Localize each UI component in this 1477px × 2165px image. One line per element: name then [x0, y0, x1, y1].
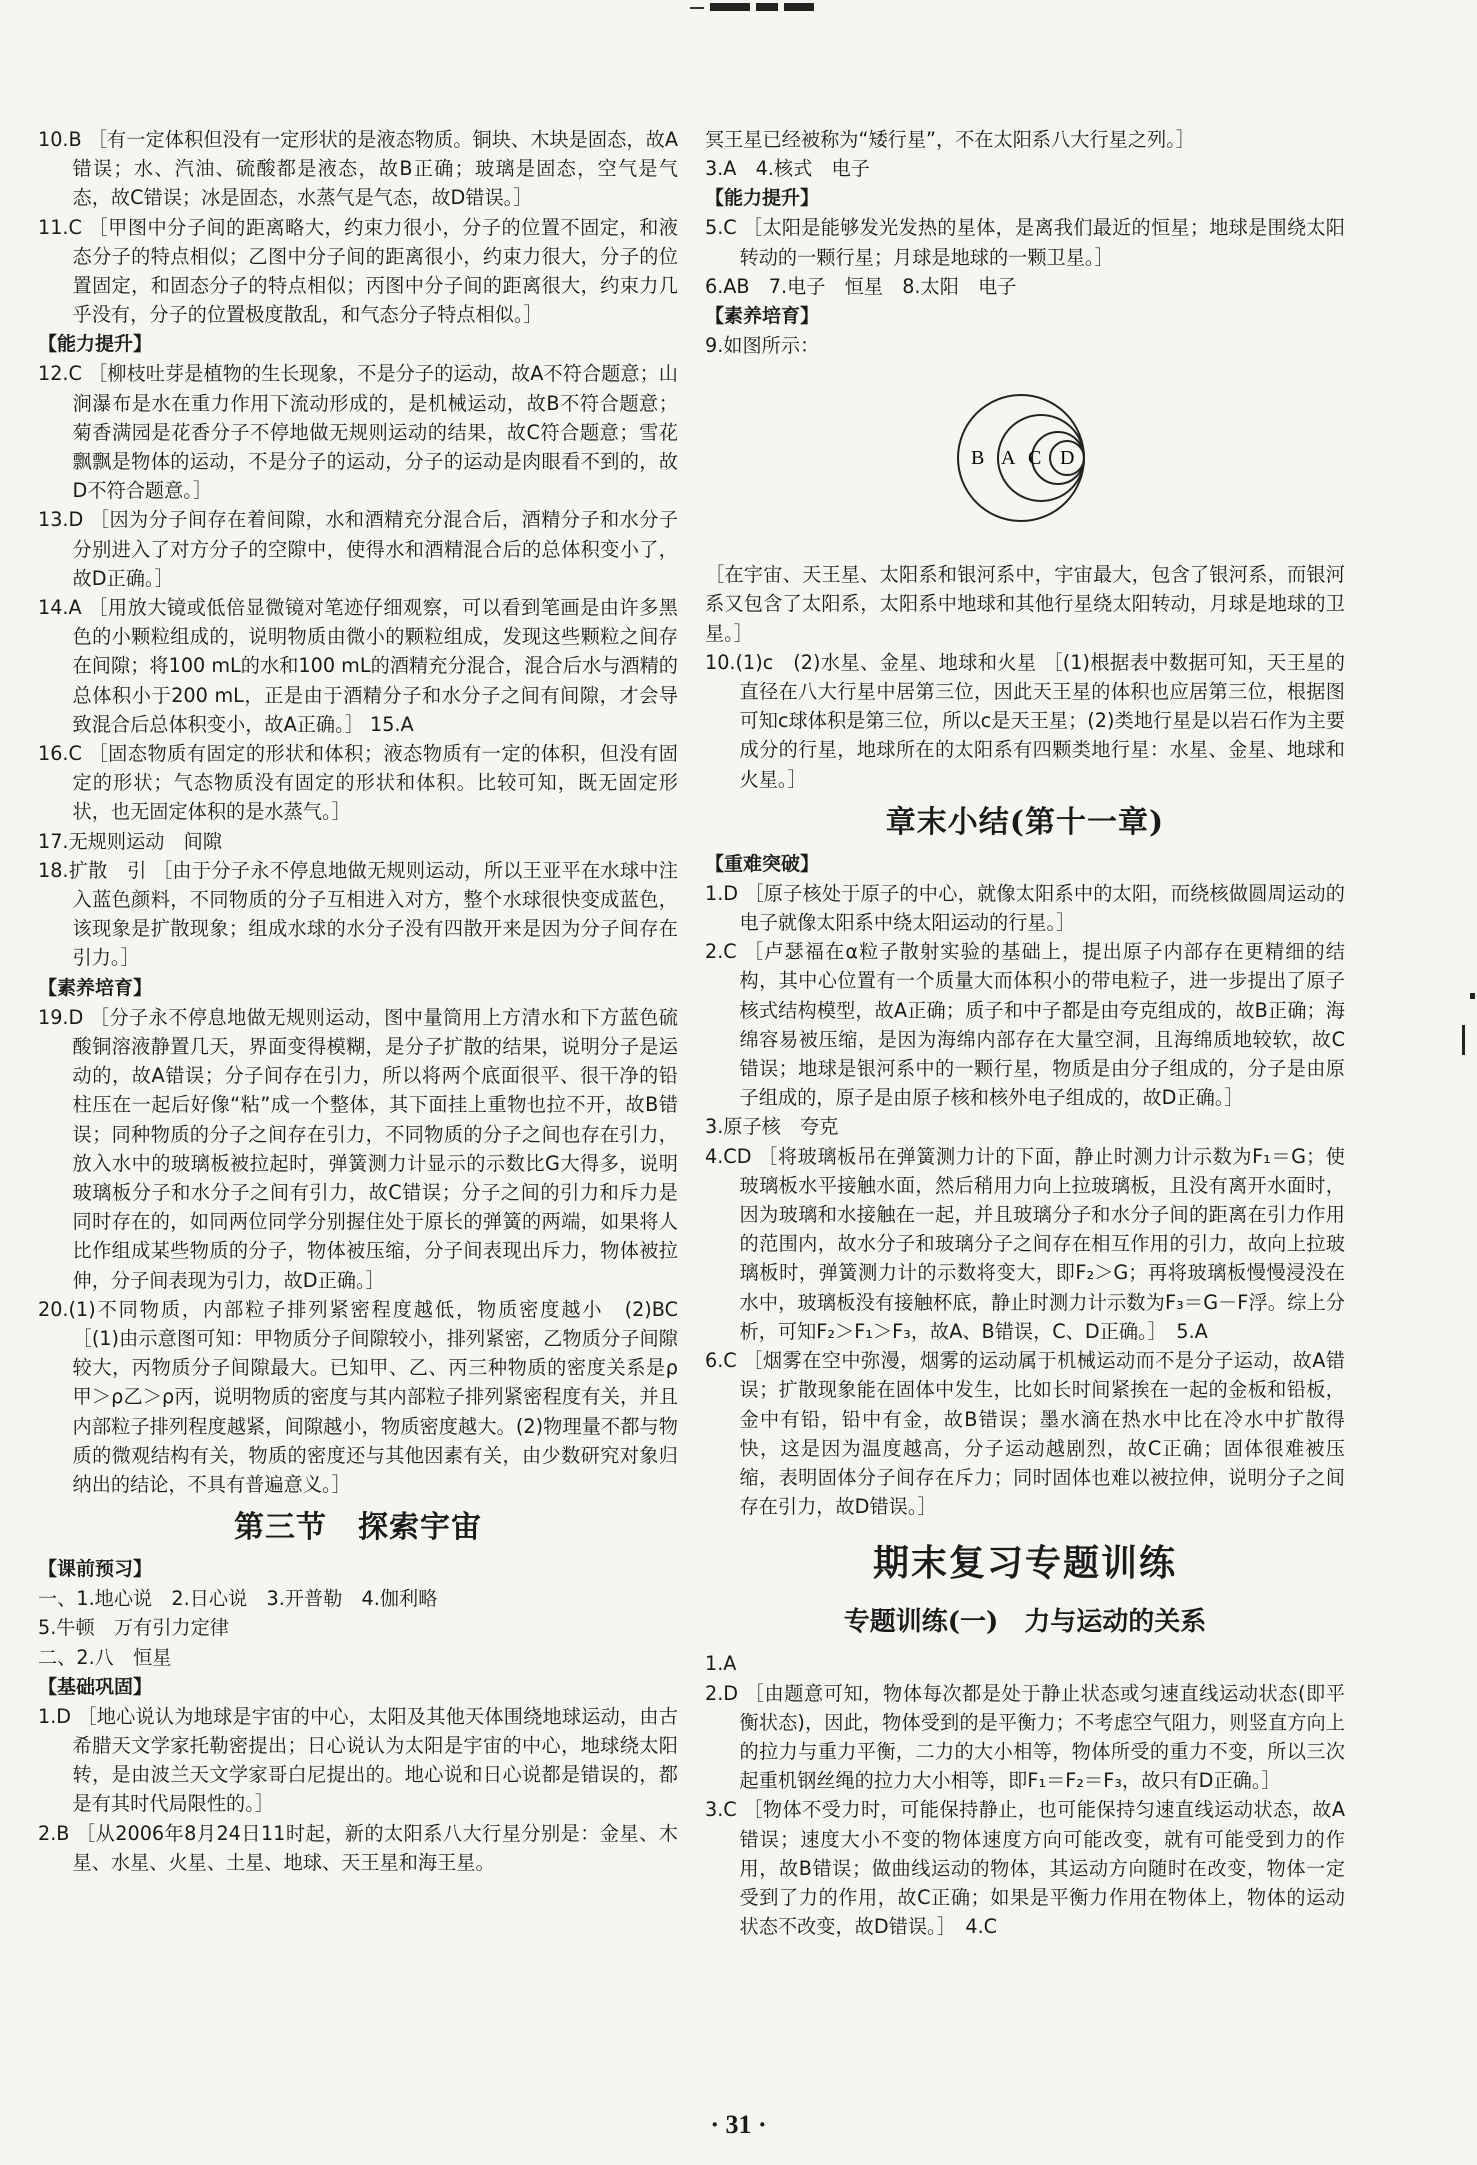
header-scan-mark: [690, 0, 860, 12]
answer-entry: 13.D ［因为分子间存在着间隙，水和酒精充分混合后，酒精分子和水分子分别进入了对方分子的空隙中，使得水和酒精混合后的总体积变小了，故D正确。］: [38, 508, 678, 590]
section-tag: 【素养培育】: [38, 976, 153, 999]
answer-entry: 1.A: [705, 1652, 737, 1676]
answer-entry: 14.A ［用放大镜或低倍显微镜对笔迹仔细观察，可以看到笔画是由许多黑色的小颗粒组成的，说明物质由微小的颗粒组成，发现这些颗粒之间存在间隙；将100 mL的水和100 mL的酒精充分混合，混合后水与酒精的总体积小于200 mL，正是由于酒精分子和水分子之间有间隙，才会导致混合后总体积变小，故A正确。］ 15.A: [38, 596, 678, 736]
answer-entry: 5.C ［太阳是能够发光发热的星体，是离我们最近的恒星；地球是围绕太阳转动的一颗行星；月球是地球的一颗卫星。］: [705, 216, 1345, 269]
answer-entry: 5.牛顿 万有引力定律: [38, 1616, 229, 1640]
answer-entry: 一、1.地心说 2.日心说 3.开普勒 4.伽利略: [38, 1587, 438, 1611]
answer-entry: 1.D ［原子核处于原子的中心，就像太阳系中的太阳，而绕核做圆周运动的电子就像太阳系中绕太阳运动的行星。］: [705, 881, 1345, 935]
section-tag: 【重难突破】: [705, 852, 820, 875]
figure-label-b: B: [971, 447, 985, 470]
answer-entry: 冥王星已经被称为“矮行星”，不在太阳系八大行星之列。］: [705, 128, 1195, 151]
figure-label-c: C: [1028, 447, 1042, 470]
section-tag: 【能力提升】: [38, 333, 153, 356]
chapter-title: 期末复习专题训练: [872, 1542, 1177, 1585]
edge-mark: [1462, 1025, 1465, 1055]
answer-entry: 二、2.八 恒星: [38, 1645, 172, 1669]
answer-entry: 10.B ［有一定体积但没有一定形状的是液态物质。铜块、木块是固态，故A错误；水、汽油、硫酸都是液态，故B正确；玻璃是固态，空气是气态，故C错误；冰是固态，水蒸气是气态，故D错误。］: [38, 128, 678, 210]
answer-entry: 2.C ［卢瑟福在α粒子散射实验的基础上，提出原子内部存在更精细的结构，其中心位置有一个质量大而体积小的带电粒子，进一步提出了原子核式结构模型，故A正确；质子和中子都是由夸克组成的，故B正确；海绵容易被压缩，是因为海绵内部存在大量空洞，且海绵质地较软，故C错误；地球是银河系中的一颗行星，物质是由分子组成的，分子是由原子组成的，原子是由原子核和核外电子组成的，故D正确。］: [705, 940, 1345, 1110]
left-column: [38, 125, 678, 1877]
answer-entry: 18.扩散 引 ［由于分子永不停息地做无规则运动，所以王亚平在水球中注入蓝色颜料，不同物质的分子互相进入对方，整个水球很快变成蓝色，该现象是扩散现象；组成水球的水分子没有四散开来是因为分子间存在引力。］: [38, 858, 678, 970]
topic-title: 专题训练(一) 力与运动的关系: [843, 1607, 1207, 1638]
section-tag: 【基础巩固】: [38, 1675, 153, 1698]
page-number: · 31 ·: [710, 2110, 767, 2139]
answer-entry: 20.(1)不同物质，内部粒子排列紧密程度越低，物质密度越小 (2)BC ［(1)由示意图可知：甲物质分子间隙较小，排列紧密，乙物质分子间隙较大，丙物质分子间隙最大。已知甲、乙、丙三种物质的密度关系是ρ甲＞ρ乙＞ρ丙，说明物质的密度与其内部粒子排列紧密程度有关，并且内部粒子排列程度越紧，间隙越小，物质密度越大。(2)物理量不都与物质的微观结构有关，物质的密度还与其他因素有关，由少数研究对象归纳出的结论，不具有普遍意义。］: [38, 1297, 678, 1496]
section-tag: 【课前预习】: [38, 1558, 153, 1581]
answer-entry: 3.C ［物体不受力时，可能保持静止，也可能保持匀速直线运动状态，故A错误；速度大小不变的物体速度方向可能改变，就有可能受到力的作用，故B错误；做曲线运动的物体，其运动方向随时在改变，物体一定受到了力的作用，故C正确；如果是平衡力作用在物体上，物体的运动状态不改变，故D错误。］ 4.C: [705, 1798, 1345, 1939]
right-column: [705, 125, 1345, 1941]
answer-entry: 12.C ［柳枝吐芽是植物的生长现象，不是分子的运动，故A不符合题意；山涧瀑布是水在重力作用下流动形成的，是机械运动，故B不符合题意；菊香满园是花香分子不停地做无规则运动的结果，故C符合题意；雪花飘飘是物体的运动，不是分子的运动，分子的运动是肉眼看不到的，故D不符合题意。］: [38, 362, 678, 503]
answer-entry: 2.B ［从2006年8月24日11时起，新的太阳系八大行星分别是：金星、木星、水星、火星、土星、地球、天王星和海王星。: [38, 1821, 678, 1874]
answer-entry: 19.D ［分子永不停息地做无规则运动，图中量筒用上方清水和下方蓝色硫酸铜溶液静置几天，界面变得模糊，是分子扩散的结果，说明分子是运动的，故A错误；分子间存在引力，所以将两个底面很平、很干净的铅柱压在一起后好像“粘”成一个整体，其下面挂上重物也拉不开，故B错误；同种物质的分子之间存在引力，不同物质的分子之间也存在引力，放入水中的玻璃板被拉起时，弹簧测力计显示的示数比G大得多，说明玻璃板分子和水分子之间有引力，故C错误；分子之间的引力和斥力是同时存在的，如同两位同学分别握住处于原长的弹簧的两端，如果将人比作组成某些物质的分子，物体被压缩，分子间表现出斥力，物体被拉伸，分子间表现为引力，故D正确。］: [38, 1005, 678, 1292]
answer-entry: 6.C ［烟雾在空中弥漫，烟雾的运动属于机械运动而不是分子运动，故A错误；扩散现象能在固体中发生，比如长时间紧挨在一起的金板和铅板，金中有铅，铅中有金，故B错误；墨水滴在热水中比在冷水中扩散得快，这是因为温度越高，分子运动越剧烈，故C正确；固体很难被压缩，表明固体分子间存在斥力；同时固体也难以被拉伸，说明分子之间存在引力，故D错误。］: [705, 1349, 1345, 1519]
answer-entry: 9.如图所示：: [705, 334, 820, 358]
section-tag: 【素养培育】: [705, 305, 820, 328]
answer-entry: 17.无规则运动 间隙: [38, 829, 223, 853]
answer-entry: ［在宇宙、天王星、太阳系和银河系中，宇宙最大，包含了银河系，而银河系又包含了太阳系，太阳系中地球和其他行星绕太阳转动，月球是地球的卫星。］: [705, 563, 1345, 645]
answer-entry: 11.C ［甲图中分子间的距离略大，约束力很小，分子的位置不固定，和液态分子的特点相似；乙图中分子间的距离很小，约束力很大，分子的位置固定，和固态分子的特点相似；丙图中分子间的距离很大，约束力几乎没有，分子的位置极度散乱，和气态分子特点相似。］: [38, 215, 678, 327]
answer-entry: 1.D ［地心说认为地球是宇宙的中心，太阳及其他天体围绕地球运动，由古希腊天文学家托勒密提出；日心说认为太阳是宇宙的中心，地球绕太阳转，是由波兰天文学家哥白尼提出的。地心说和日心说都是错误的，都是有其时代局限性的。］: [38, 1704, 678, 1816]
edge-mark: [1470, 993, 1475, 999]
answer-entry: 16.C ［固态物质有固定的形状和体积；液态物质有一定的体积，但没有固定的形状；气态物质没有固定的形状和体积。比较可知，既无固定形状，也无固定体积的是水蒸气。］: [38, 742, 678, 824]
nested-circles-figure: [705, 360, 1345, 560]
figure-label-a: A: [1001, 447, 1016, 470]
section-tag: 【能力提升】: [705, 187, 820, 210]
section-title: 第三节 探索宇宙: [234, 1510, 482, 1546]
section-title: 章末小结(第十一章): [885, 804, 1165, 840]
figure-label-d: D: [1060, 447, 1075, 470]
answer-entry: 4.CD ［将玻璃板吊在弹簧测力计的下面，静止时测力计示数为F₁＝G；使玻璃板水平接触水面，然后稍用力向上拉玻璃板，且没有离开水面时，因为玻璃和水接触在一起，并且玻璃分子和水分子间的距离在引力作用的范围内，故水分子和玻璃分子之间存在相互作用的引力，故向上拉玻璃板时，弹簧测力计的示数将变大，即F₂＞G；再将玻璃板慢慢浸没在水中，玻璃板没有接触杯底，静止时测力计示数为F₃＝G－F浮。综上分析，可知F₂＞F₁＞F₃，故A、B错误，C、D正确。］ 5.A: [705, 1144, 1345, 1343]
answer-entry: 2.D ［由题意可知，物体每次都是处于静止状态或匀速直线运动状态(即平衡状态)，因此，物体受到的是平衡力；不考虑空气阻力，则竖直方向上的拉力与重力平衡，二力的大小相等，物体所受的重力不变，所以三次起重机钢丝绳的拉力大小相等，即F₁＝F₂＝F₃，故只有D正确。］: [705, 1681, 1345, 1793]
answer-entry: 6.AB 7.电子 恒星 8.太阳 电子: [705, 274, 1017, 298]
answer-entry: 3.原子核 夸克: [705, 1115, 839, 1139]
answer-entry: 3.A 4.核式 电子: [705, 157, 870, 181]
answer-entry: 10.(1)c (2)水星、金星、地球和火星 ［(1)根据表中数据可知，天王星的直径在八大行星中居第三位，因此天王星的体积也应居第三位，根据图可知c球体积是第三位，所以c是天王星；(2)类地行星是以岩石作为主要成分的行星，地球所在的太阳系有四颗类地行星：水星、金星、地球和火星。］: [705, 650, 1345, 791]
solar-system-nesting-diagram: [705, 360, 1345, 560]
